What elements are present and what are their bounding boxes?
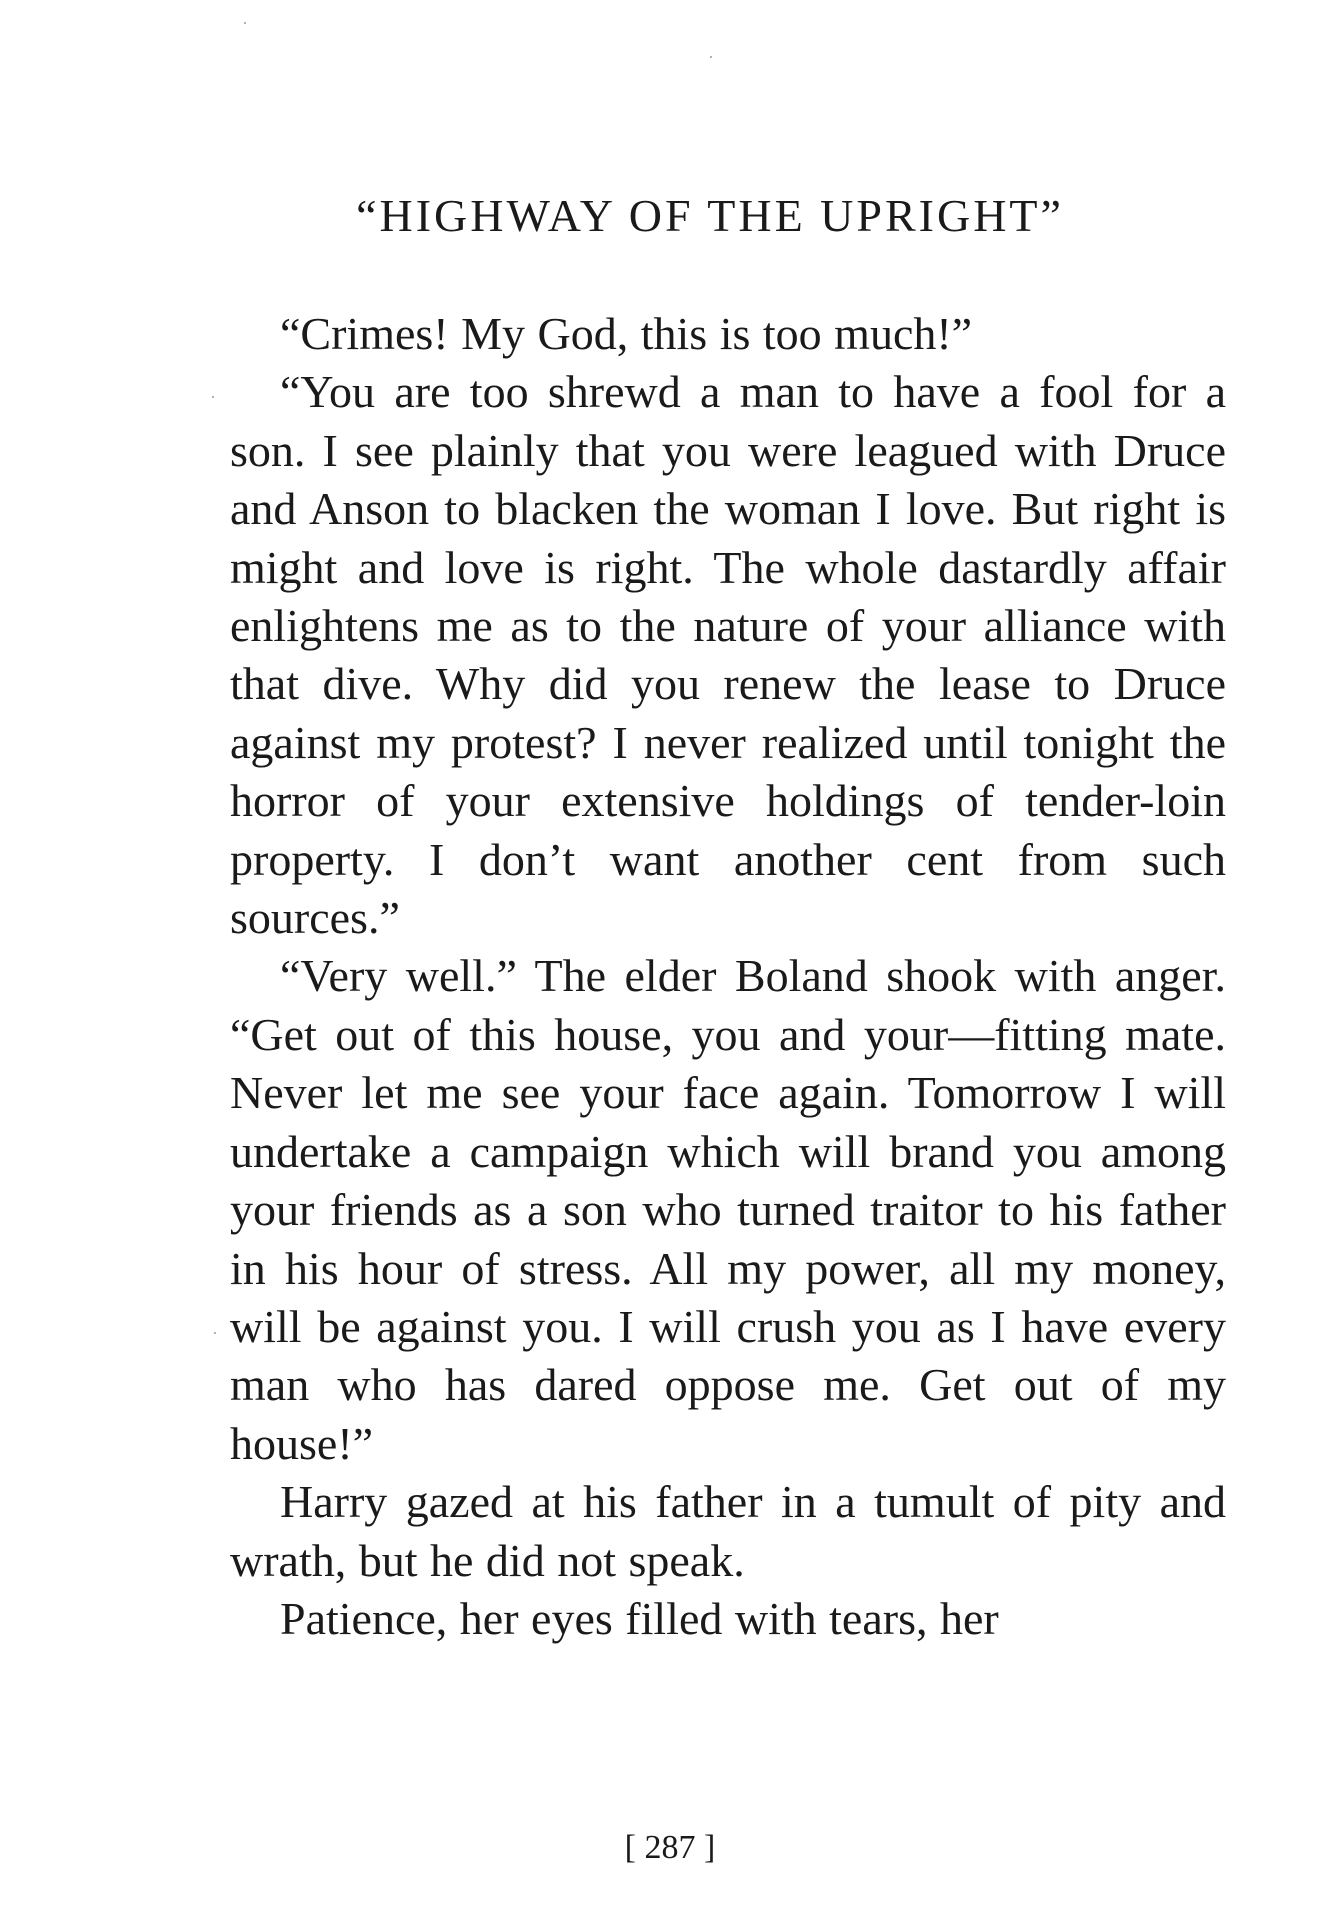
paragraph: “Crimes! My God, this is too much!” <box>280 308 973 359</box>
body-text <box>230 305 1226 1648</box>
page-number: [ 287 ] <box>624 1829 716 1866</box>
paper-speck <box>710 56 712 58</box>
paragraph: Patience, her eyes filled with tears, her <box>280 1592 999 1644</box>
paragraph: “Very well.” The elder Boland shook with anger. “Get out of this house, you and your—fitting mate. Never let me see your face again. Tomorrow I will undertake a campaign which will brand you among your friends as a son who turned traitor to his father in his hour of stress. All my power, all my money, will be against you. I will crush you as I have every man who has dared oppose me. Get out of my house!” <box>230 950 1226 1469</box>
paragraph: “You are too shrewd a man to have a fool for a son. I see plainly that you were leagued with Druce and Anson to blacken the woman I love. But right is might and love is right. The whole dastardly affair enlightens me as to the nature of your alliance with that dive. Why did you renew the lease to Druce against my protest? I never realized until tonight the horror of your extensive holdings of tender-loin property. I don’t want another cent from such sources.” <box>230 366 1226 944</box>
paper-speck <box>214 1332 216 1334</box>
paper-speck <box>212 396 214 398</box>
running-head: “HIGHWAY OF THE UPRIGHT” <box>356 190 1064 241</box>
paragraph: Harry gazed at his father in a tumult of pity and wrath, but he did not speak. <box>230 1476 1226 1586</box>
paper-speck <box>244 22 246 24</box>
